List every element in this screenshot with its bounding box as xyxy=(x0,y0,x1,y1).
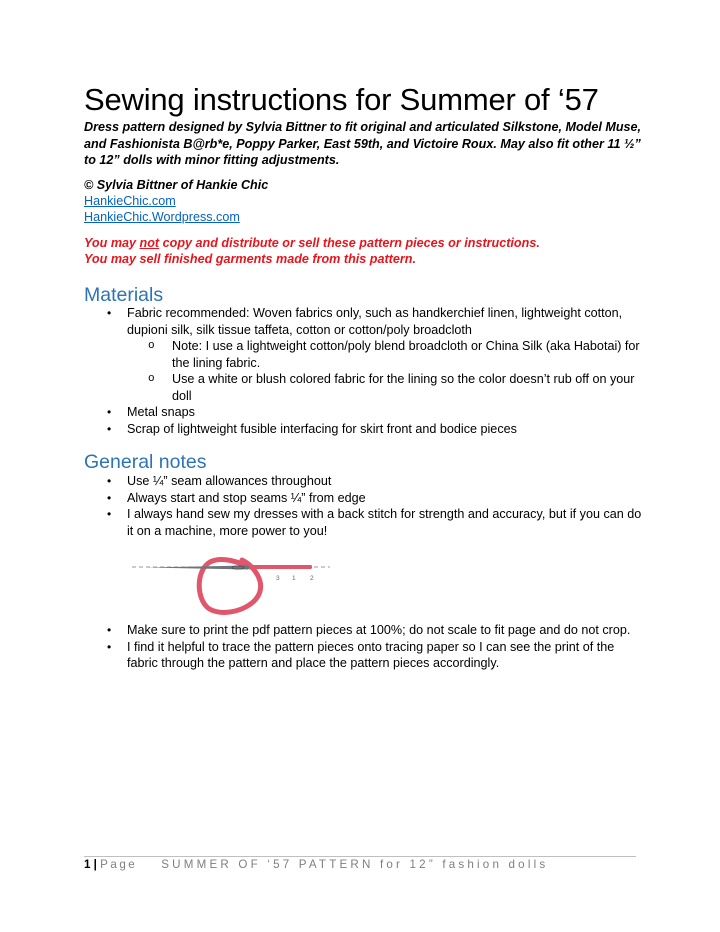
materials-item-fabric-text: Fabric recommended: Woven fabrics only, such as handkerchief linen, lightweight cotton, dupioni silk, silk tissue taffeta, cotton or cotton/poly broadcloth xyxy=(127,306,623,337)
stitch-label-2: 2 xyxy=(310,575,314,582)
footer-page-number: 1 xyxy=(84,858,91,871)
materials-item-snaps: • Metal snaps xyxy=(84,404,644,421)
footer-page-word: Page xyxy=(100,858,138,871)
stitch-label-3: 3 xyxy=(276,575,280,582)
note-seam-allowance: • Use ¼” seam allowances throughout xyxy=(84,473,644,490)
materials-item-interfacing: • Scrap of lightweight fusible interfacing for skirt front and bodice pieces xyxy=(84,421,644,438)
note-trace-pattern: • I find it helpful to trace the pattern pieces onto tracing paper so I can see the print of the fabric through the pattern and place the pattern pieces accordingly. xyxy=(84,639,644,672)
link-hankiechic[interactable]: HankieChic.com xyxy=(84,194,176,208)
materials-sublist xyxy=(127,338,644,404)
warning-copy-part-1: You may xyxy=(84,236,140,250)
backstitch-illustration xyxy=(130,540,340,620)
materials-heading: Materials xyxy=(84,284,164,306)
pattern-description: Dress pattern designed by Sylvia Bittner to fit original and articulated Silkstone, Model Muse, and Fashionista B@rb*e, Poppy Parker, East 59th, and Victoire Roux. May also fit other 11 ½” to 12” dolls with minor fitting adjustments. xyxy=(84,120,642,167)
page-footer xyxy=(84,858,548,872)
footer-separator: | xyxy=(90,858,101,871)
link-hankiechic-wordpress[interactable]: HankieChic.Wordpress.com xyxy=(84,210,240,224)
footer-running-title: SUMMER OF ‘57 PATTERN for 12” fashion dolls xyxy=(161,858,549,871)
materials-subitem-lining-note: o Note: I use a lightweight cotton/poly blend broadcloth or China Silk (aka Habotai) for the lining fabric. xyxy=(127,338,644,371)
warning-copy xyxy=(84,235,540,251)
page-title: Sewing instructions for Summer of ‘57 xyxy=(84,82,599,117)
stitch-label-1: 1 xyxy=(292,575,296,582)
materials-list xyxy=(84,305,644,437)
general-notes-list-2 xyxy=(84,622,644,672)
materials-subitem-lining-color: o Use a white or blush colored fabric for the lining so the color doesn’t rub off on your doll xyxy=(127,371,644,404)
note-hand-sew: • I always hand sew my dresses with a back stitch for strength and accuracy, but if you can do it on a machine, more power to you! xyxy=(84,506,644,539)
stitch-thread xyxy=(250,565,312,569)
warning-sell: You may sell finished garments made from this pattern. xyxy=(84,252,416,266)
warning-copy-part-2: copy and distribute or sell these pattern pieces or instructions. xyxy=(159,236,540,250)
copyright-notice: © Sylvia Bittner of Hankie Chic xyxy=(84,178,269,192)
materials-item-fabric xyxy=(84,305,644,404)
warning-copy-emphasis: not xyxy=(139,236,160,250)
note-print-scale: • Make sure to print the pdf pattern pieces at 100%; do not scale to fit page and do not crop. xyxy=(84,622,644,639)
note-start-stop-seams: • Always start and stop seams ¼” from edge xyxy=(84,490,644,507)
general-notes-heading: General notes xyxy=(84,451,207,473)
general-notes-list-1 xyxy=(84,473,644,539)
footer-divider xyxy=(84,856,636,857)
